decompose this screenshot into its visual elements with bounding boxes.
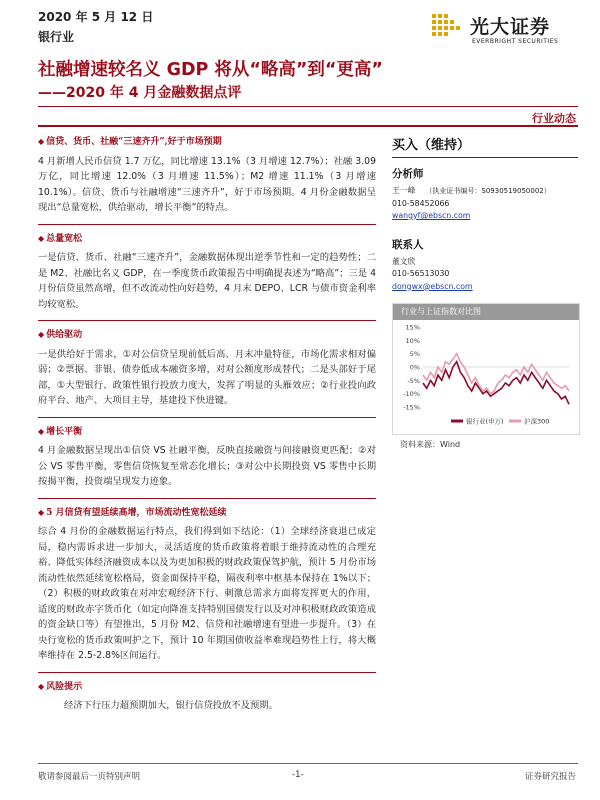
diamond-bullet-icon: ◆ — [38, 232, 45, 243]
section-divider — [38, 672, 376, 673]
y-tick-label: -10% — [403, 390, 420, 399]
logo-mark-icon — [430, 10, 464, 46]
footer-disclaimer: 敬请参阅最后一页特别声明 — [38, 772, 141, 782]
y-tick-label: -15% — [403, 403, 420, 412]
section-paragraph: 经济下行压力超预期加大，银行信贷投放不及预期。 — [64, 700, 278, 711]
analyst-info — [392, 185, 578, 198]
analyst-phone: 010-58452066 — [392, 198, 450, 208]
rating-label: 买入（维持） — [392, 138, 471, 153]
main-content — [38, 134, 376, 722]
diamond-bullet-icon: ◆ — [38, 680, 45, 691]
section-divider — [38, 224, 376, 225]
sector-label: 银行业 — [38, 30, 75, 44]
logo-text-cn: 光大证券 — [470, 16, 551, 38]
footer-report-type: 证券研究报告 — [524, 772, 576, 782]
y-tick-label: 10% — [405, 336, 420, 345]
report-date: 2020 年 5 月 12 日 — [38, 10, 154, 24]
company-logo — [430, 10, 580, 50]
contact-name: 董文欣 — [392, 256, 416, 266]
section-heading-text: 供给驱动 — [46, 330, 83, 340]
legend-label: 银行业(申万) — [466, 417, 504, 426]
report-subtitle: ——2020 年 4 月金融数据点评 — [38, 85, 242, 101]
analyst-name: 王一峰 — [392, 186, 416, 195]
section-heading — [38, 424, 376, 441]
y-tick-label: 0% — [409, 363, 420, 372]
sidebar-rule — [392, 157, 578, 158]
section-heading — [38, 134, 376, 151]
section-paragraph: 一是信贷、货币、社融“三速齐升”，金融数据体现出逆季节性和一定的趋势性；二是 M2、社融比名义 GDP，在一季度货币政策报告中明确提表述为“略高”；三是 4 月份信贷虽然高增，但不改流动性向好趋势，4 月末 DEPO、LCR 与债市资金利率均较宽松。 — [38, 252, 376, 310]
legend-label: 沪深300 — [524, 417, 550, 426]
chart-plot — [393, 321, 579, 433]
section-divider — [38, 498, 376, 499]
page-number: -1- — [292, 770, 304, 780]
section-heading-text: 5 月信贷有望延续高增，市场流动性宽松延续 — [46, 507, 227, 518]
diamond-bullet-icon: ◆ — [38, 506, 45, 517]
header-rule — [38, 125, 578, 127]
contact-email-link[interactable]: dongwx@ebscn.com — [392, 281, 473, 291]
y-tick-label: 15% — [405, 323, 420, 332]
section-paragraph: 4 月金融数据呈现出①信贷 VS 社融平衡，反映直接融资与间接融资更匹配；②对公 VS 零售平衡，零售信贷恢复至常态化增长；③对公中长期投资 VS 零售中长期按揭平衡，投资端呈现发力迹象。 — [38, 445, 376, 487]
section-paragraph: 一是供给好于需求，①对公信贷呈现前低后高、月末冲量特征，市场化需求相对偏弱；②票据、非银、债券低成本融资多增，对对公额度形成替代；二是头部好于尾部，①大型银行、政策性银行投放力度大，发挥了明显的头雁效应；②行业投向政府平台、地产、大项目主导，基建投下快进键。 — [38, 348, 376, 406]
y-tick-label: -5% — [407, 376, 420, 385]
section-paragraph: 综合 4 月份的金融数据运行特点，我们得到如下结论：（1）全球经济衰退已成定局，稳内需诉求进一步加大，灵活适度的货币政策将着眼于维持流动性的合理充裕、降低实体经济融资成本以及为更加积极的财政政策保驾护航，预计 5 月份市场流动性依然延续宽松格局，资金面保持平稳，隔夜利率中枢基本保持在 1%以下；（2）积极的财政政策在对冲宏观经济下行、刺激总需求方面将发挥更大的作用，适度的财政赤字货币化（如定向降准支持特别国债发行以及对冲积极财政政策造成的资金缺口等）有望推出，5 月份 M2、信贷和社融增速有望进一步提升。（3）在央行宽松的货币政策呵护之下，预计 10 年期国债收益率难现趋势性上行，将大概率维持在 2.5-2.8%区间运行。 — [38, 526, 376, 661]
analyst-cert: （执业证书编号：S0930519050002） — [425, 187, 551, 195]
contact-phone: 010-56513030 — [392, 269, 450, 278]
section-heading-text: 风险提示 — [46, 681, 83, 692]
section-heading — [38, 231, 376, 248]
sidebar — [392, 134, 578, 293]
section-heading — [38, 327, 376, 344]
section-heading — [38, 679, 376, 696]
section-heading — [38, 505, 376, 522]
report-title: 社融增速较名义 GDP 将从“略高”到“更高” — [38, 60, 383, 80]
diamond-bullet-icon: ◆ — [38, 425, 45, 436]
footer-rule — [38, 763, 578, 764]
section-paragraph: 4 月新增人民币信贷 1.7 万亿，同比增速 13.1%（3 月增速 12.7%）；社融 3.09 万亿，同比增速 12.0%（3 月增速 11.5%）；M2 增速 11.1%（3 月增速 10.1%）。信贷、货币与社融增速“三速齐升”，好于市场预期。4 月份金融数据呈现出“总量宽松，供给驱动，增长平衡”的特点。 — [38, 155, 376, 213]
y-tick-label: 5% — [409, 350, 420, 359]
title-rule — [38, 106, 578, 107]
index-comparison-chart — [392, 303, 580, 435]
analyst-email-link[interactable]: wangyf@ebscn.com — [392, 211, 471, 220]
diamond-bullet-icon: ◆ — [38, 136, 45, 146]
section-divider — [38, 417, 376, 418]
section-divider — [38, 320, 376, 321]
logo-text-en: EVERBRIGHT SECURITIES — [472, 38, 559, 45]
contact-heading: 联系人 — [392, 238, 424, 251]
chart-title: 行业与上证指数对比图 — [393, 304, 579, 320]
section-heading-text: 增长平衡 — [46, 426, 83, 437]
chart-source: 资料来源：Wind — [400, 440, 461, 449]
analyst-heading: 分析师 — [392, 168, 424, 180]
series-line-0 — [423, 362, 569, 405]
section-heading-text: 信贷、货币、社融“三速齐升”,好于市场预期 — [46, 137, 222, 147]
report-type: 行业动态 — [532, 112, 576, 125]
diamond-bullet-icon: ◆ — [38, 329, 45, 339]
section-heading-text: 总量宽松 — [46, 233, 83, 244]
